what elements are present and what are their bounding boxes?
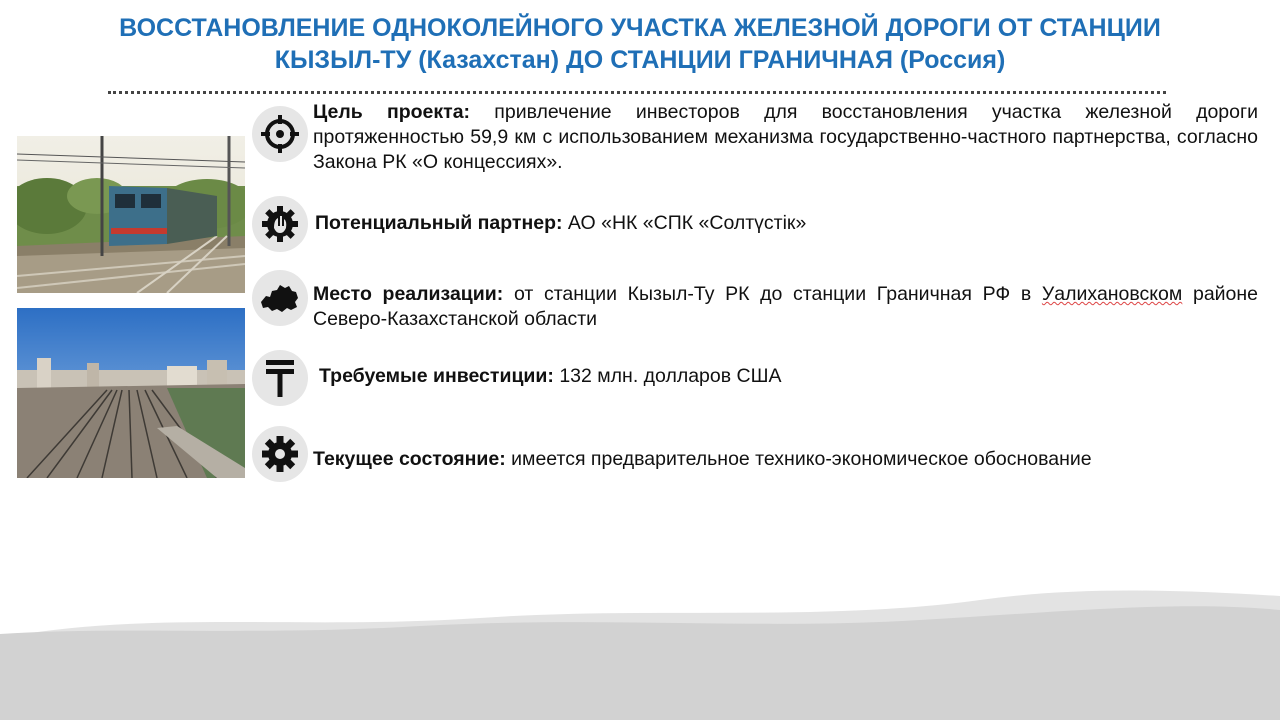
goal-label: Цель проекта: [313,101,471,123]
decorative-hills [0,560,1280,720]
info-row-location [252,270,1262,336]
partner-text [315,211,1255,236]
goal-text [313,100,1258,175]
gear-icon [252,426,308,482]
info-row-investment [252,350,1262,410]
dotted-divider [108,91,1166,94]
target-crosshair-icon [252,106,308,162]
location-label: Место реализации: [313,283,504,305]
status-value: имеется предварительное технико-экономическое обоснование [505,448,1092,470]
tenge-currency-icon [252,350,308,406]
investment-value: 132 млн. долларов США [553,365,782,387]
location-value-district: Уалихановском [1041,283,1183,305]
partner-label: Потенциальный партнер: [315,212,563,234]
gear-hand-icon [252,196,308,252]
title-line-2: КЫЗЫЛ-ТУ (Казахстан) ДО СТАНЦИИ ГРАНИЧНАЯ (Россия) [274,46,1006,74]
location-value-before: от станции Кызыл-Ту РК до станции Граничная РФ в [503,283,1042,305]
info-row-partner [252,196,1262,256]
goal-value: привлечение инвесторов для восстановления участка железной дороги протяженностью 59,9 км с использованием механизма государственно-частного партнерства, согласно Закона РК «О концессиях». [313,101,1258,173]
slide-title [40,12,1240,76]
partner-value: АО «НК «СПК «Солтүстік» [562,212,807,234]
info-row-goal [252,100,1262,180]
investment-label: Требуемые инвестиции: [319,365,554,387]
info-row-status [252,426,1262,486]
title-line-1: ВОССТАНОВЛЕНИЕ ОДНОКОЛЕЙНОГО УЧАСТКА ЖЕЛЕЗНОЙ ДОРОГИ ОТ СТАНЦИИ [119,14,1161,42]
status-label: Текущее состояние: [313,448,506,470]
train-photo [17,136,245,293]
location-value-after: районе Северо-Казахстанской области [313,283,1259,330]
location-text [313,282,1258,332]
station-photo [17,308,245,478]
region-map-icon [252,270,308,326]
status-text [313,447,1258,472]
investment-text [319,364,1254,389]
